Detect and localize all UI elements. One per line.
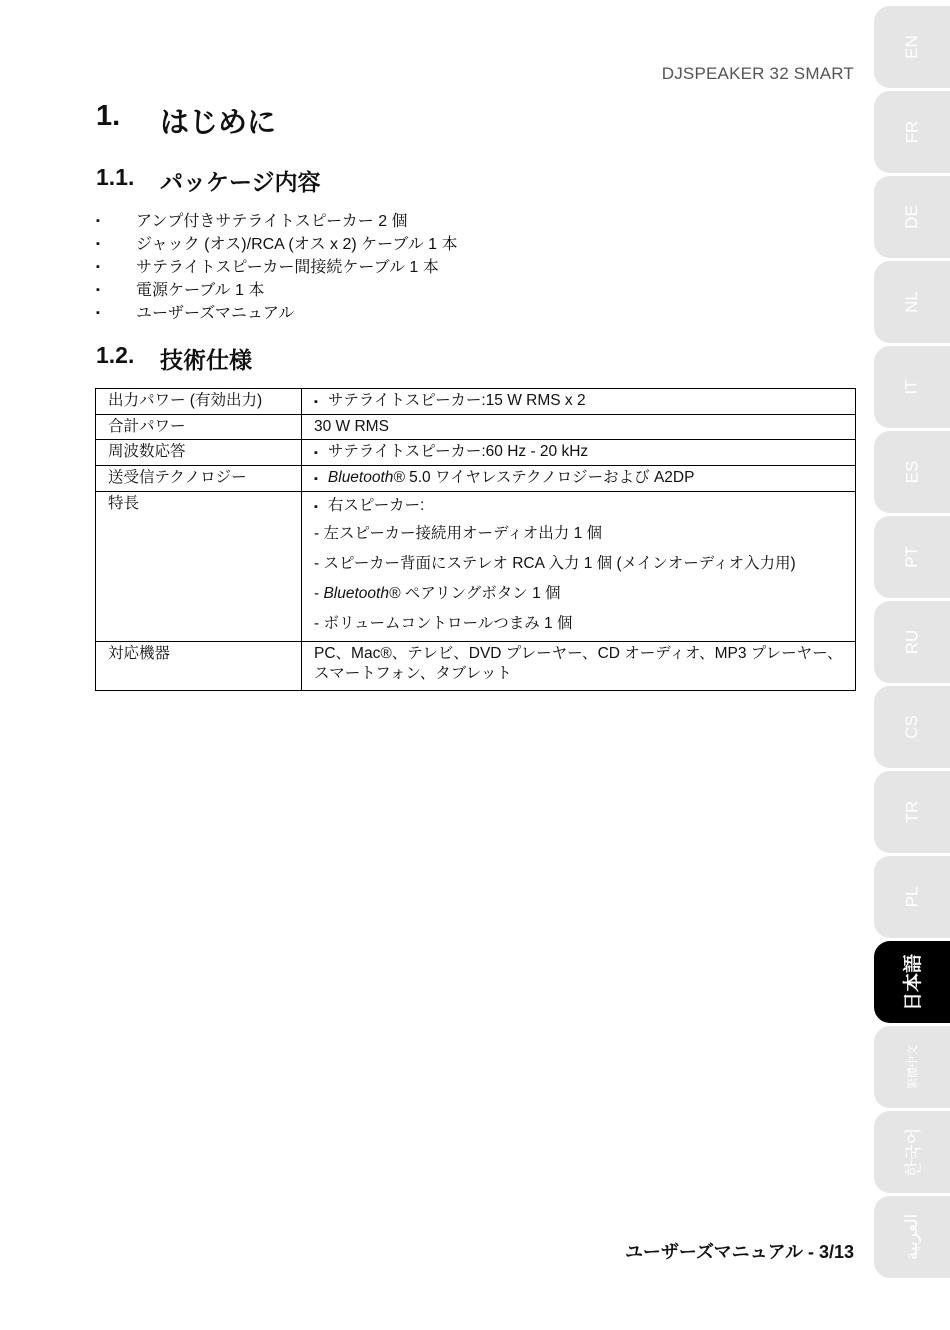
table-row	[96, 642, 856, 691]
bullet-icon: ▪	[314, 473, 318, 485]
section-title: はじめに	[160, 107, 277, 139]
language-tab-ko[interactable]: 한국어	[874, 1111, 950, 1193]
spec-label: 送受信テクノロジー	[96, 466, 302, 492]
spec-label: 合計パワー	[96, 415, 302, 440]
table-row	[96, 415, 856, 440]
language-tab-es[interactable]: ES	[874, 431, 950, 513]
section-title: 技術仕様	[160, 347, 252, 373]
product-name: DJSPEAKER 32 SMART	[661, 64, 854, 83]
language-tab-it[interactable]: IT	[874, 346, 950, 428]
table-row	[96, 389, 856, 415]
bullet-icon: ▪	[314, 447, 318, 459]
spec-value: ▪ サテライトスピーカー:15 W RMS x 2	[302, 389, 856, 415]
spec-label: 出力パワー (有効出力)	[96, 389, 302, 415]
spec-table	[95, 388, 856, 691]
spec-label: 対応機器	[96, 642, 302, 691]
feature-line: - ボリュームコントロールつまみ 1 個	[314, 615, 573, 632]
list-item: ▪ ジャック (オス)/RCA (オス x 2) ケーブル 1 本	[96, 233, 458, 256]
language-tab-nl[interactable]: NL	[874, 261, 950, 343]
language-tab-zh-tw[interactable]: 繁體中文	[874, 1026, 950, 1108]
bullet-icon: ▪	[314, 396, 318, 408]
list-item: ▪ 電源ケーブル 1 本	[96, 279, 458, 302]
language-tab-en[interactable]: EN	[874, 6, 950, 88]
bullet-icon: ▪	[96, 261, 100, 273]
page-footer: ユーザーズマニュアル - 3/13	[624, 1242, 854, 1262]
table-row	[96, 466, 856, 492]
package-contents-list	[96, 210, 458, 325]
section-heading-1	[96, 100, 276, 141]
bullet-icon: ▪	[96, 238, 100, 250]
section-number: 1.1.	[96, 164, 135, 190]
section-number: 1.	[96, 100, 121, 132]
section-heading-1-2	[96, 342, 252, 375]
bullet-icon: ▪	[96, 307, 100, 319]
spec-label: 周波数応答	[96, 440, 302, 466]
spec-value: ▪ 右スピーカー: - 左スピーカー接続用オーディオ出力 1 個 - スピーカー背面にステレオ RCA 入力 1 個 (メインオーディオ入力用) - Bluetooth® ペアリングボタン 1 個 - ボリュームコントロールつまみ 1 個	[302, 492, 856, 642]
language-tab-pl[interactable]: PL	[874, 856, 950, 938]
feature-line: - スピーカー背面にステレオ RCA 入力 1 個 (メインオーディオ入力用)	[314, 555, 796, 572]
language-tab-ar[interactable]: العربية	[874, 1196, 950, 1278]
language-tab-pt[interactable]: PT	[874, 516, 950, 598]
bullet-icon: ▪	[314, 501, 318, 513]
list-item: ▪ ユーザーズマニュアル	[96, 302, 458, 325]
language-tab-de[interactable]: DE	[874, 176, 950, 258]
list-item: ▪ サテライトスピーカー間接続ケーブル 1 本	[96, 256, 458, 279]
feature-line: - Bluetooth® ペアリングボタン 1 個	[314, 585, 561, 602]
language-tab-tr[interactable]: TR	[874, 771, 950, 853]
bullet-icon: ▪	[96, 215, 100, 227]
language-tab-cs[interactable]: CS	[874, 686, 950, 768]
list-item: ▪ アンプ付きサテライトスピーカー 2 個	[96, 210, 458, 233]
language-tab-ru[interactable]: RU	[874, 601, 950, 683]
bullet-icon: ▪	[96, 284, 100, 296]
section-heading-1-1	[96, 164, 321, 197]
section-number: 1.2.	[96, 342, 135, 368]
spec-value: ▪ Bluetooth® 5.0 ワイヤレステクノロジーおよび A2DP	[302, 466, 856, 492]
table-row	[96, 440, 856, 466]
table-row	[96, 492, 856, 642]
spec-value: PC、Mac®、テレビ、DVD プレーヤー、CD オーディオ、MP3 プレーヤー、スマートフォン、タブレット	[302, 642, 856, 691]
language-tab-fr[interactable]: FR	[874, 91, 950, 173]
spec-value: ▪ サテライトスピーカー:60 Hz - 20 kHz	[302, 440, 856, 466]
feature-line: - 左スピーカー接続用オーディオ出力 1 個	[314, 525, 603, 542]
spec-label: 特長	[96, 492, 302, 642]
spec-value: 30 W RMS	[302, 415, 856, 440]
language-tab-ja[interactable]: 日本語	[874, 941, 950, 1023]
section-title: パッケージ内容	[160, 169, 321, 195]
